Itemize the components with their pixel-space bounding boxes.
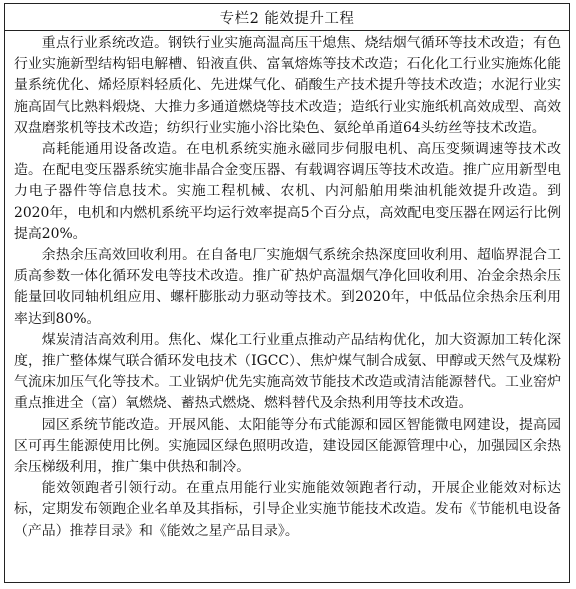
paragraph-industry-system: 重点行业系统改造。钢铁行业实施高温高压干熄焦、烧结烟气循环等技术改造；有色行业实施新型结构铝电解槽、铅液直供、富氧熔炼等技术改造；石化化工行业实施炼化能量系统优化、烯烃原料轻质化、先进煤气化、硝酸生产技术提升等技术改造；水泥行业实施高固气比熟料煅烧、大推力多通道燃烧等技术改造；造纸行业实施纸机高效成型、高效双盘磨浆机等技术改造；纺织行业实施小浴比染色、氨纶单甬道64头纺丝等技术改造。 [14, 35, 561, 136]
column-box [4, 3, 570, 583]
column-title: 专栏2 能效提升工程 [5, 4, 569, 31]
paragraph-general-equipment: 高耗能通用设备改造。在电机系统实施永磁同步伺服电机、高压变频调速等技术改造。在配电变压器系统实施非晶合金变压器、有载调容调压等技术改造。推广应用新型电力电子器件等信息技术。实施工程机械、农机、内河船舶用柴油机能效提升改造。到2020年，电机和内燃机系统平均运行效率提高5个百分点，高效配电变压器在网运行比例提高20%。 [14, 141, 561, 242]
paragraph-waste-heat: 余热余压高效回收利用。在自备电厂实施烟气系统余热深度回收利用、超临界混合工质高参数一体化循环发电等技术改造。推广矿热炉高温烟气净化回收利用、冶金余热余压能量回收同轴机组应用、螺杆膨胀动力驱动等技术。到2020年，中低品位余热余压利用率达到80%。 [14, 247, 561, 327]
paragraph-efficiency-leader: 能效领跑者引领行动。在重点用能行业实施能效领跑者行动，开展企业能效对标达标，定期发布领跑企业名单及其指标，引导企业实施节能技术改造。发布《节能机电设备（产品）推荐目录》和《能效之星产品目录》。 [14, 480, 561, 539]
paragraph-park-system: 园区系统节能改造。开展风能、太阳能等分布式能源和园区智能微电网建设，提高园区可再生能源使用比例。实施园区绿色照明改造，建设园区能源管理中心，加强园区余热余压梯级利用，推广集中供热和制冷。 [14, 416, 561, 476]
paragraph-clean-coal: 煤炭清洁高效利用。焦化、煤化工行业重点推动产品结构优化，加大资源加工转化深度，推广整体煤气联合循环发电技术（IGCC）、焦炉煤气制合成氨、甲醇或天然气及煤粉气流床加压气化等技术。工业锅炉优先实施高效节能技术改造或清洁能源替代。工业窑炉重点推进全（富）氧燃烧、蓄热式燃烧、燃料替代及余热利用等技术改造。 [14, 331, 561, 412]
column-body [5, 31, 569, 542]
